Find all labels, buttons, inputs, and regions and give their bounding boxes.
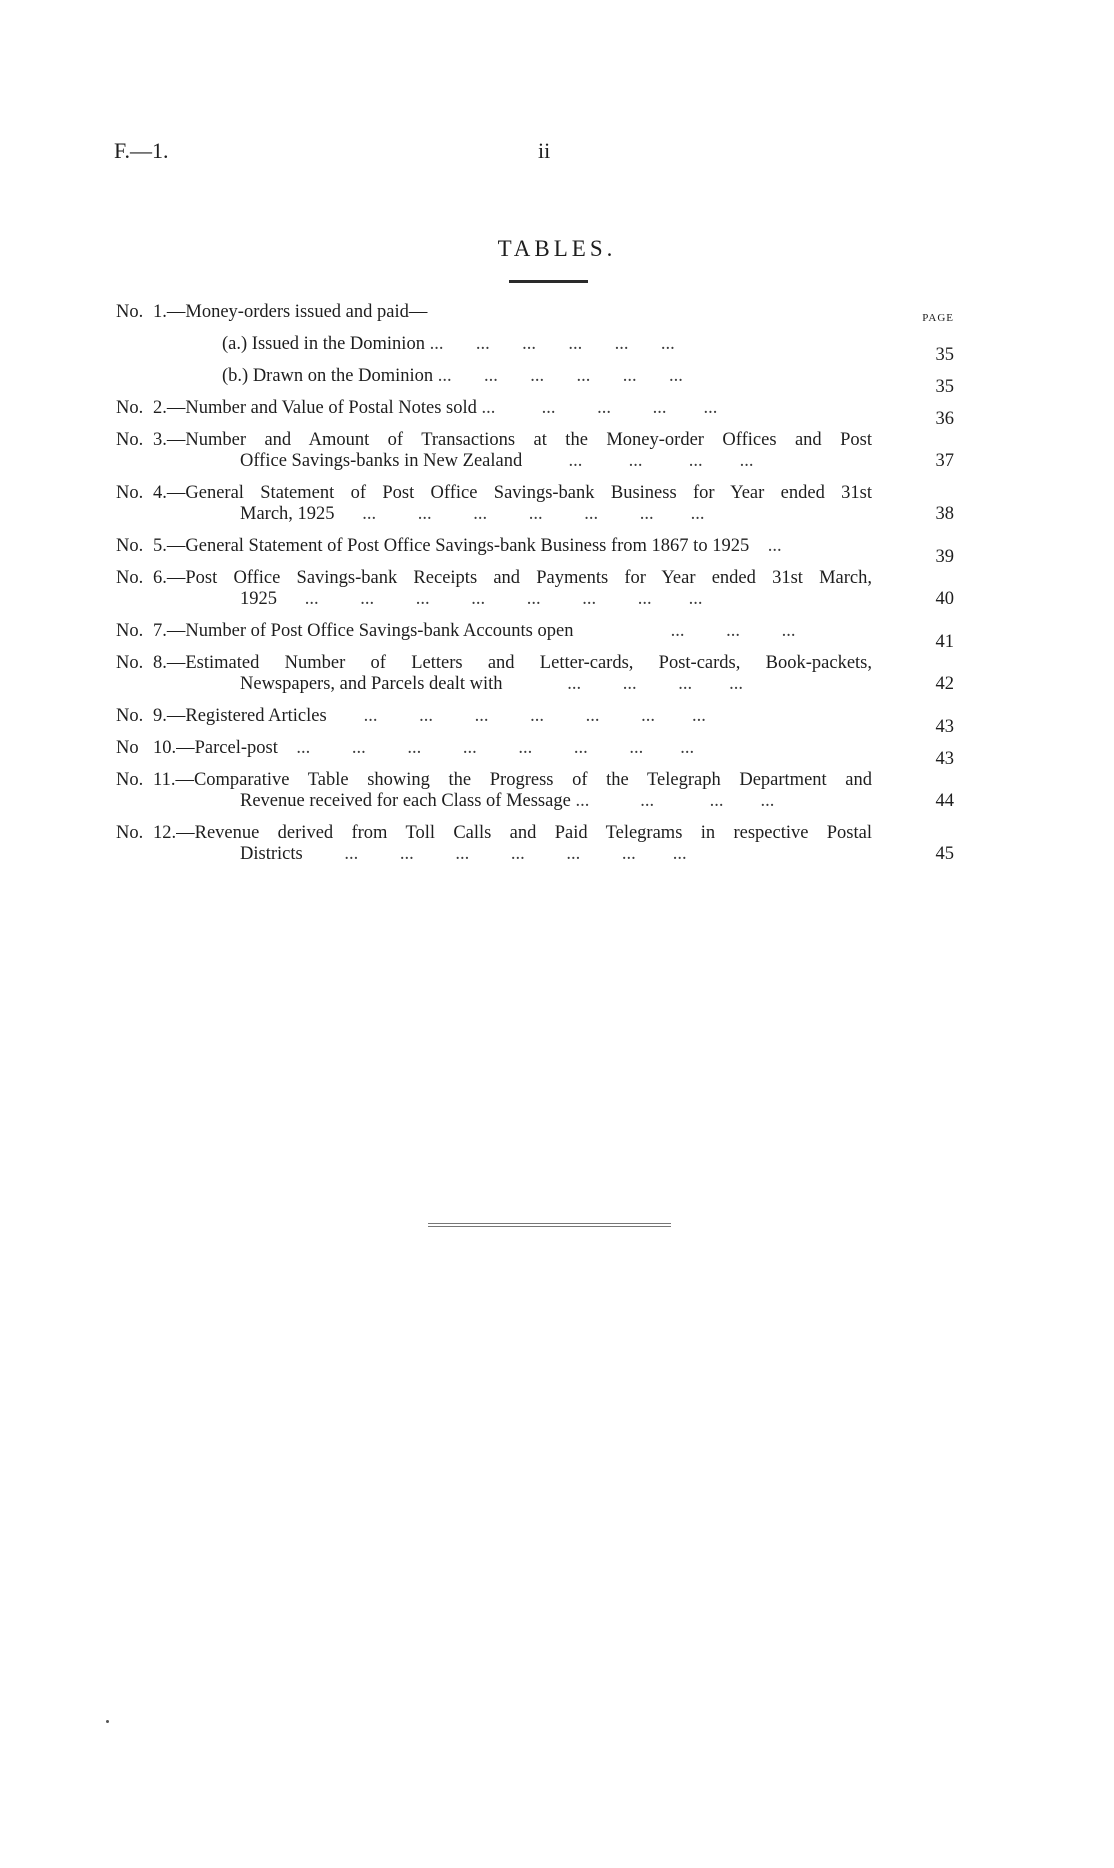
- entry-title: 1.—Money-orders issued and paid—: [153, 302, 428, 322]
- page-column-label: PAGE: [922, 312, 954, 324]
- toc-entry-9: No. 9.—Registered Articles ... ... ... ... ... ... ... 43: [116, 706, 954, 737]
- paper-speck: [106, 1720, 109, 1723]
- toc-subentry-b: (b.) Drawn on the Dominion ... ... ... ... ... ... 35: [222, 366, 954, 397]
- entry-page: 43: [935, 749, 954, 769]
- entry-page: 37: [935, 451, 954, 471]
- toc-subentry-a: (a.) Issued in the Dominion ... ... ... ... ... ... 35: [222, 334, 954, 365]
- entry-title-continued: Newspapers, and Parcels dealt with: [240, 674, 503, 694]
- entry-no-label: No.: [116, 536, 144, 556]
- entry-title: 11.—Comparative Table showing the Progress of the Telegraph Department and: [153, 770, 872, 790]
- entry-title: 7.—Number of Post Office Savings-bank Accounts open: [153, 621, 574, 641]
- entry-title: 9.—Registered Articles: [153, 706, 327, 726]
- page-header: [114, 138, 954, 168]
- entry-no-label: No.: [116, 621, 144, 641]
- entry-title-continued: Revenue received for each Class of Message: [240, 791, 571, 811]
- entry-no-label: No.: [116, 302, 144, 322]
- entry-title: 5.—General Statement of Post Office Savings-bank Business from 1867 to 1925: [153, 536, 750, 556]
- entry-page: 39: [935, 547, 954, 567]
- entry-no-label: No.: [116, 398, 144, 418]
- entry-title: 3.—Number and Amount of Transactions at the Money-order Offices and Post: [153, 430, 872, 450]
- entry-page: 38: [935, 504, 954, 524]
- toc-entry-11: No. 11.—Comparative Table showing the Progress of the Telegraph Department and Revenue received for each Class of Message ... ... ... ... 44: [116, 770, 954, 811]
- tables-contents-list: [116, 302, 954, 876]
- entry-title: 4.—General Statement of Post Office Savings-bank Business for Year ended 31st: [153, 483, 872, 503]
- entry-no-label: No.: [116, 823, 144, 843]
- title-underline: [509, 280, 588, 283]
- entry-page: 41: [935, 632, 954, 652]
- entry-no-label: No.: [116, 706, 144, 726]
- entry-no-label: No.: [116, 483, 144, 503]
- toc-entry-3: No. 3.—Number and Amount of Transactions at the Money-order Offices and Post Office Savings-banks in New Zealand ... ... ... ... 37: [116, 430, 954, 471]
- entry-no-label: No.: [116, 653, 144, 673]
- entry-page: 42: [935, 674, 954, 694]
- toc-entry-5: No. 5.—General Statement of Post Office Savings-bank Business from 1867 to 1925 ... 39: [116, 536, 954, 567]
- document-reference: F.—1.: [114, 138, 169, 163]
- entry-no-label: No: [116, 738, 139, 758]
- toc-entry-12: No. 12.—Revenue derived from Toll Calls and Paid Telegrams in respective Postal Districts ... ... ... ... ... ... ... 45: [116, 823, 954, 864]
- entry-page: 44: [935, 791, 954, 811]
- entry-title-continued: March, 1925: [240, 504, 335, 524]
- entry-title: 10.—Parcel-post: [153, 738, 278, 758]
- toc-entry-6: No. 6.—Post Office Savings-bank Receipts and Payments for Year ended 31st March, 1925 ... ... ... ... ... ... ... ... 40: [116, 568, 954, 609]
- entry-no-label: No.: [116, 770, 144, 790]
- toc-entry-2: No. 2.—Number and Value of Postal Notes sold ... ... ... ... ... 36: [116, 398, 954, 429]
- entry-title: 12.—Revenue derived from Toll Calls and Paid Telegrams in respective Postal: [153, 823, 872, 843]
- toc-entry-8: No. 8.—Estimated Number of Letters and Letter-cards, Post-cards, Book-packets, Newspapers, and Parcels dealt with ... ... ... ... 42: [116, 653, 954, 694]
- entry-no-label: No.: [116, 568, 144, 588]
- toc-entry-10: No 10.—Parcel-post ... ... ... ... ... ... ... ... 43: [116, 738, 954, 769]
- page-number: ii: [538, 138, 551, 163]
- entry-page: 43: [935, 717, 954, 737]
- toc-entry-4: No. 4.—General Statement of Post Office Savings-bank Business for Year ended 31st March, 1925 ... ... ... ... ... ... ... 38: [116, 483, 954, 524]
- entry-title-continued: 1925: [240, 589, 277, 609]
- subentry-title: (b.) Drawn on the Dominion: [222, 366, 434, 386]
- subentry-page: 35: [935, 377, 954, 397]
- entry-title-continued: Office Savings-banks in New Zealand: [240, 451, 523, 471]
- entry-title-continued: Districts: [240, 844, 303, 864]
- entry-title: 6.—Post Office Savings-bank Receipts and Payments for Year ended 31st March,: [153, 568, 872, 588]
- closing-rule: [428, 1223, 671, 1227]
- toc-entry-7: No. 7.—Number of Post Office Savings-bank Accounts open ... ... ... 41: [116, 621, 954, 652]
- entry-no-label: No.: [116, 430, 144, 450]
- entry-title: 8.—Estimated Number of Letters and Letter-cards, Post-cards, Book-packets,: [153, 653, 872, 673]
- page-title: TABLES.: [497, 236, 617, 261]
- entry-page: 36: [935, 409, 954, 429]
- entry-page: 40: [935, 589, 954, 609]
- subentry-page: 35: [935, 345, 954, 365]
- entry-page: 45: [935, 844, 954, 864]
- entry-title: 2.—Number and Value of Postal Notes sold: [153, 398, 477, 418]
- subentry-title: (a.) Issued in the Dominion: [222, 334, 425, 354]
- toc-entry-1: [116, 302, 954, 334]
